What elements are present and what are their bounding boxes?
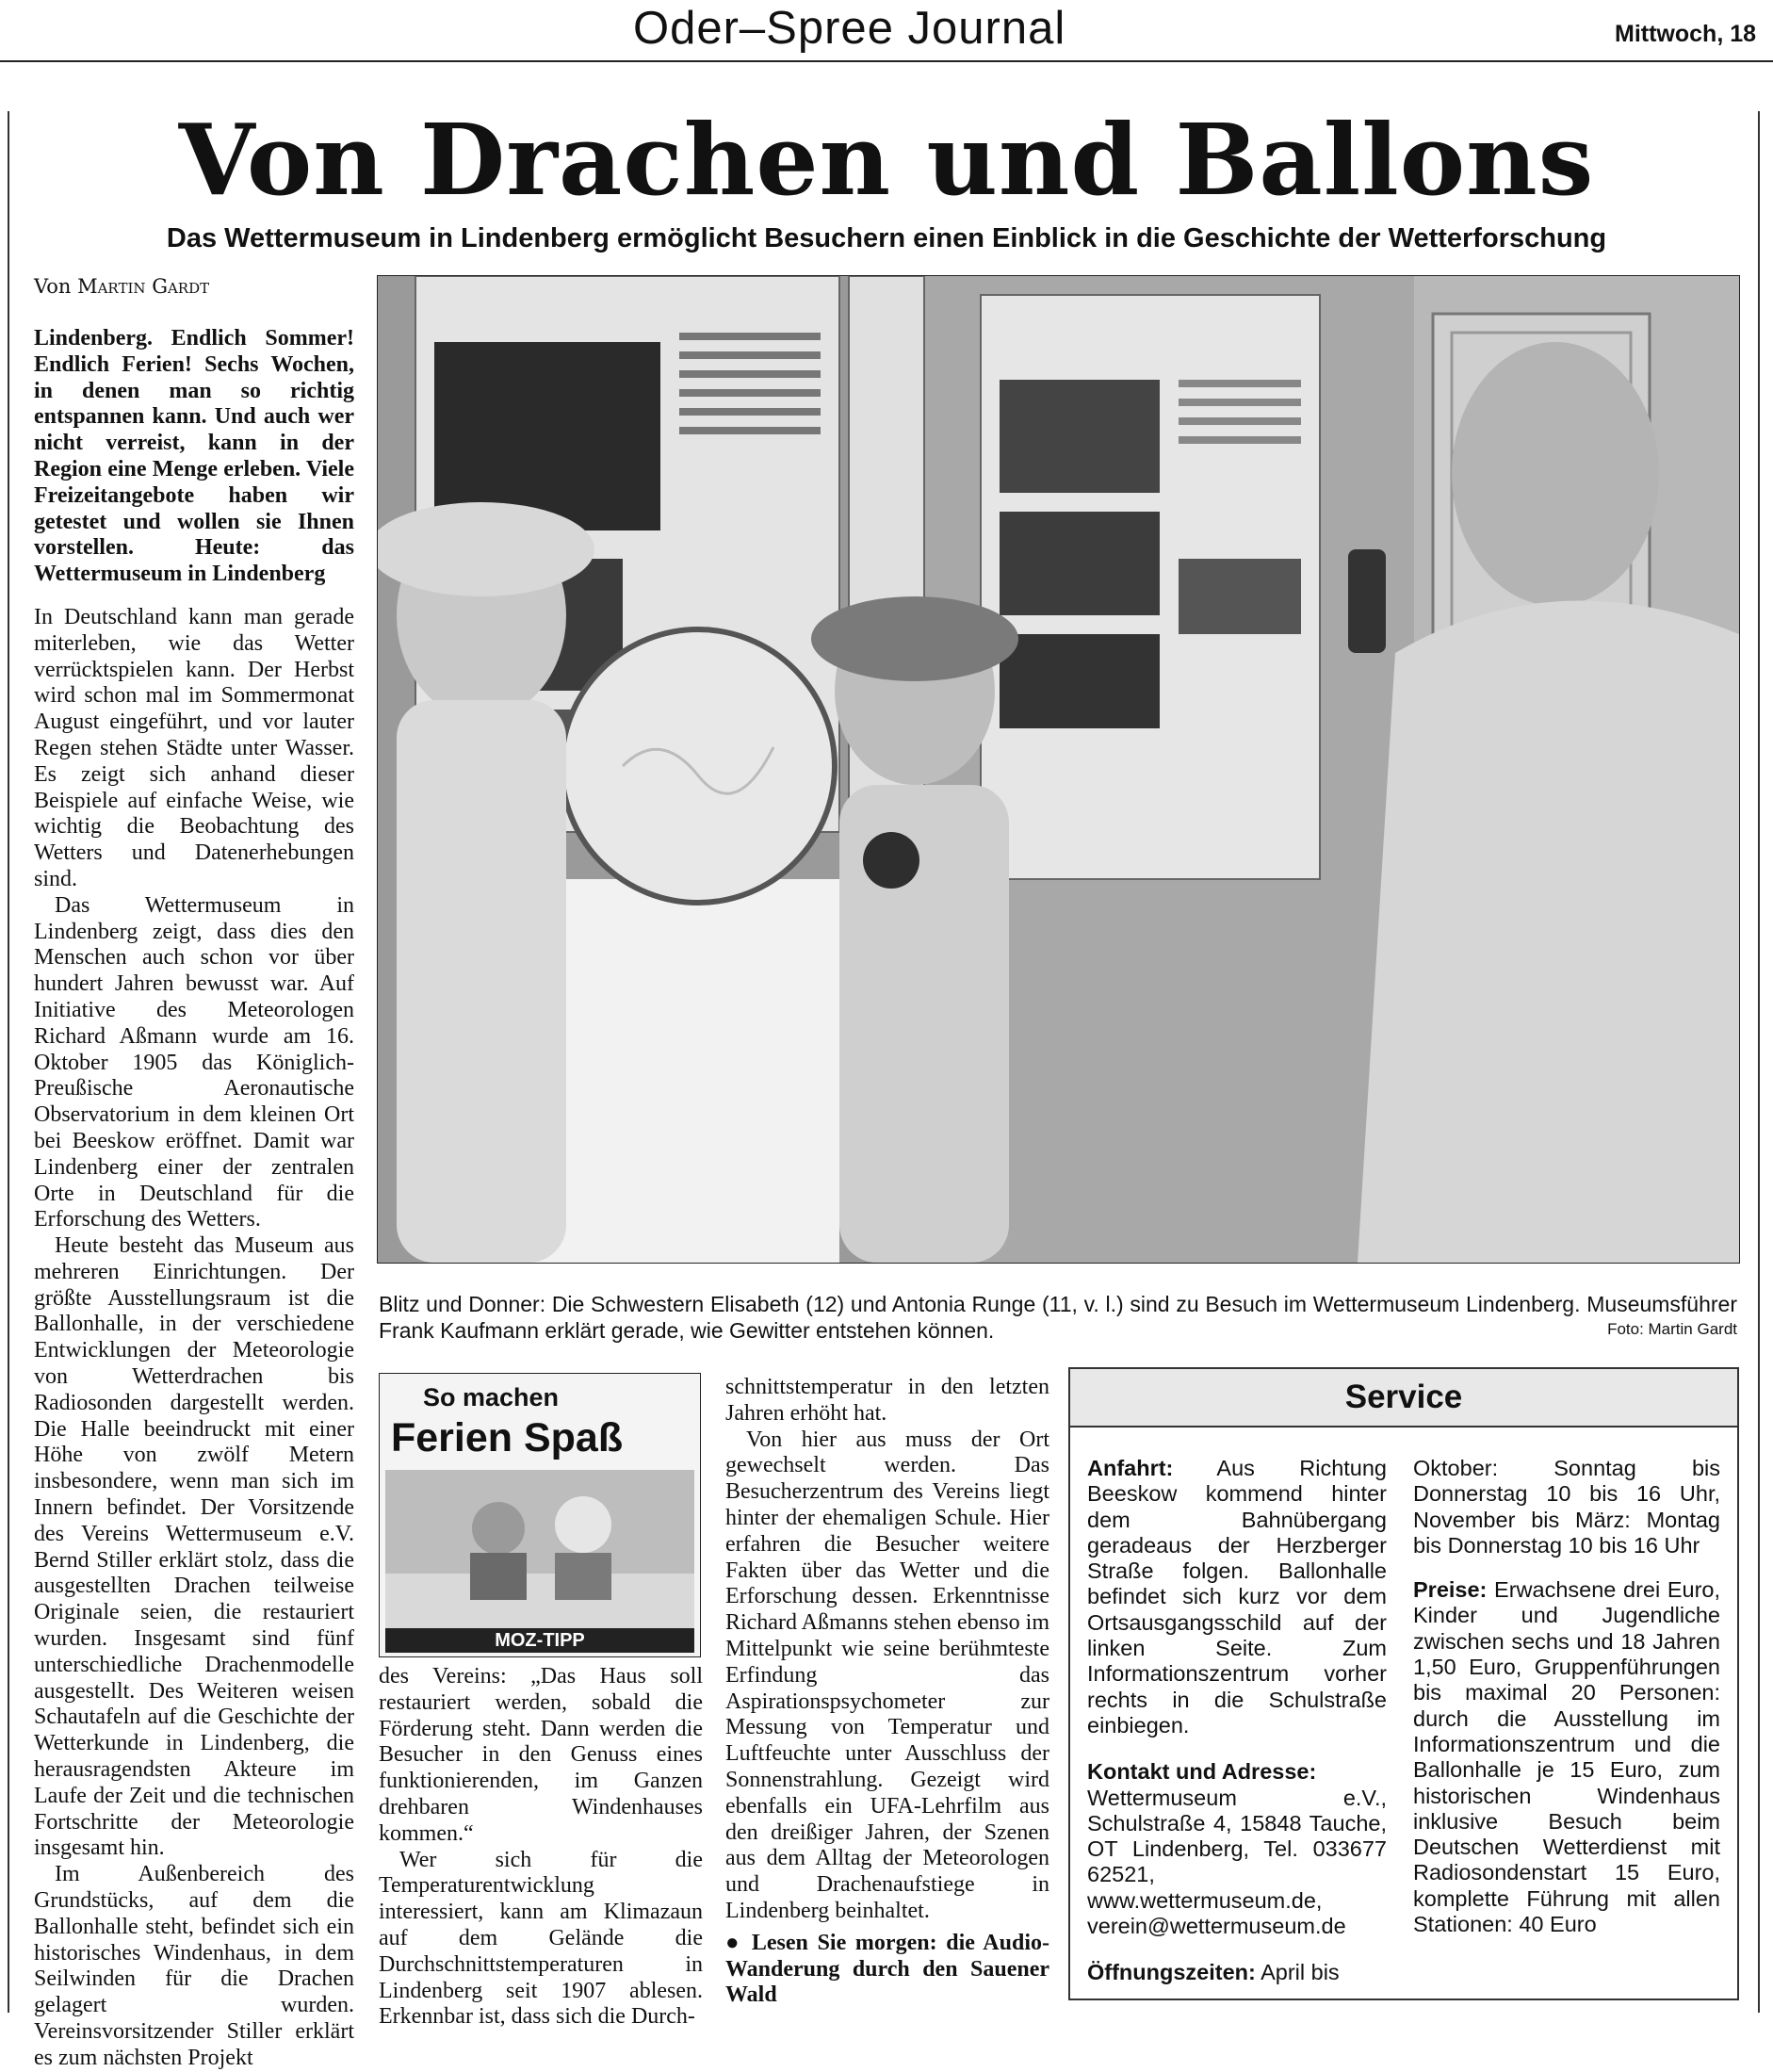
article-column-mid1 [379, 1664, 703, 2031]
kontakt-text: Wettermuseum e.V., Schulstraße 4, 15848 Tauche, OT Lindenberg, Tel. 033677 62521, www.wettermuseum.de, verein@wettermuseum.de [1087, 1785, 1387, 1939]
article-byline [34, 275, 209, 298]
article-column-mid2 [725, 1375, 1049, 2009]
article-paragraph: schnittstemperatur in den letzten Jahren erhöht hat. [725, 1375, 1049, 1426]
article-headline: Von Drachen und Ballons [178, 102, 1595, 218]
service-title: Service [1070, 1369, 1737, 1428]
tip-line1: So machen [423, 1383, 560, 1411]
moz-tip-label: MOZ-TIPP [385, 1628, 694, 1653]
service-column-left [1087, 1456, 1387, 1986]
beach-children-illustration [385, 1470, 694, 1628]
article-paragraph: Wer sich für die Temperaturentwicklung interessiert, kann am Klimazaun auf dem Gelände die Durchschnittstemperaturen in Lindenberg seit 1907 ablesen. Erkennbar ist, dass sich die Durch- [379, 1847, 703, 2030]
article-paragraph: Heute besteht das Museum aus mehreren Einrichtungen. Der größte Ausstellungsraum ist die Ballonhalle, in der verschiedene Entwicklungen der Meteorologie von Wetterdrachen bis Radiosonden dargestellt werden. Die Halle beeindruckt mit einer Höhe von zwölf Metern insbesondere, wenn man sich im Innern befindet. Der Vorsitzende des Vereins Wettermuseum e.V. Bernd Stiller erklärt stolz, dass die ausgestellten Drachen teilweise Originale seien, die restauriert wurden. Insgesamt sind fünf unterschiedliche Drachenmodelle ausgestellt. Des Weiteren weisen Schautafeln auf die Geschichte der Wetterkunde in Lindenberg, die herausragendsten Akteure im Laufe der Zeit und die technischen Fortschritte der Meteorologie insgesamt hin. [34, 1233, 354, 1861]
photo-caption: Blitz und Donner: Die Schwestern Elisabeth (12) und Antonia Runge (11, v. l.) sind zu Besuch im Wettermuseum Lindenberg. Museumsführer Frank Kaufmann erklärt gerade, wie Gewitter entstehen können. [379, 1292, 1737, 1343]
photo-credit: Foto: Martin Gardt [1607, 1320, 1737, 1338]
tip-line2: Ferien Spaß [391, 1415, 624, 1460]
left-column-rule [8, 111, 9, 2013]
tomorrow-teaser: ● Lesen Sie morgen: die Audio-Wanderung durch den Sauener Wald [725, 1930, 1049, 2008]
service-oeffnung [1087, 1960, 1387, 1985]
article-paragraph: des Vereins: „Das Haus soll restauriert werden, sobald die Förderung steht. Dann werden die Besucher in den Genuss eines funktionierenden, im Ganzen drehbaren Windenhauses kommen.“ [379, 1664, 703, 1846]
kontakt-label: Kontakt und Adresse: [1087, 1759, 1317, 1785]
article-photo [377, 275, 1740, 1264]
right-column-rule [1758, 111, 1760, 2013]
article-paragraph: Von hier aus muss der Ort gewechselt werden. Das Besucherzentrum des Vereins liegt hinter der ehemaligen Schule. Hier erfahren die Besucher weitere Fakten über das Wetter und die Erforschung dessen. Erkenntnisse Richard Aßmanns stehen ebenso im Mittelpunkt wie seine berühmteste Erfindung das Aspirationspsychometer zur Messung von Temperatur und Luftfeuchte unter Ausschluss der Sonnenstrahlung. Gezeigt wird ebenfalls ein UFA-Lehrfilm aus den dreißiger Jahren, der Szenen aus dem Alltag der Meteorologen und Drachenaufstiege in Lindenberg beinhaltet. [725, 1427, 1049, 1923]
newspaper-name: Oder–Spree Journal [633, 3, 1066, 54]
article-paragraph: Das Wettermuseum in Lindenberg zeigt, dass dies den Menschen auch schon vor über hundert Jahren bewusst war. Auf Initiative des Meteorologen Richard Aßmann wurde am 16. Oktober 1905 das Königlich-Preußische Aeronautische Observatorium in dem kleinen Ort bei Beeskow eröffnet. Damit war Lindenberg einer der zentralen Orte in Deutschland für die Erforschung des Wetters. [34, 892, 354, 1232]
service-box [1068, 1367, 1739, 2000]
article-paragraph: In Deutschland kann man gerade miterleben, wie das Wetter verrücktspielen kann. Der Herbst wird schon mal im Sommermonat August eingeführt, und vor lauter Regen stehen Städte unter Wasser. Es zeigt sich anhand dieser Beispiele auf einfache Weise, wie wichtig die Beobachtung des Wetters und Datenerhebungen sind. [34, 604, 354, 891]
oeffnung-continued: Oktober: Sonntag bis Donnerstag 10 bis 16 Uhr, November bis März: Montag bis Donnerstag 10 bis 16 Uhr [1413, 1456, 1720, 1558]
article-subheadline: Das Wettermuseum in Lindenberg ermöglicht Besuchern einen Einblick in die Geschichte der Wetterforschung [166, 223, 1607, 253]
masthead [0, 0, 1773, 62]
anfahrt-label: Anfahrt: [1087, 1456, 1174, 1480]
oeffnung-label: Öffnungszeiten: [1087, 1960, 1256, 1985]
article-column-left [34, 326, 354, 2072]
service-column-right [1413, 1456, 1720, 1937]
anfahrt-text: Aus Richtung Beeskow kommend hinter dem Bahnübergang geradeaus der Herzberger Straße folgen. Ballonhalle befindet sich kurz vor dem Ortsausgangsschild auf der linken Seite. Zum Informationszentrum vorher rechts in die Schulstraße einbiegen. [1087, 1456, 1387, 1738]
article-paragraph: Im Außenbereich des Grundstücks, auf dem die Ballonhalle steht, befindet sich ein historisches Windenhaus, in dem Seilwinden für die Drachen gelagert wurden. Vereinsvorsitzender Stiller erklärt es zum nächsten Projekt [34, 1862, 354, 2070]
service-preise [1413, 1577, 1720, 1937]
preise-text: Erwachsene drei Euro, Kinder und Jugendliche zwischen sechs und 18 Jahren 1,50 Euro, Gruppenführungen bis maximal 20 Personen: durch die Ausstellung im Informationszentrum und die Ballonhalle je 15 Euro, zum historischen Windenhaus inklusive Besuch beim Deutschen Wetterdienst mit Radiosondenstart 15 Euro, komplette Führung mit allen Stationen: 40 Euro [1413, 1577, 1721, 1937]
preise-label: Preise: [1413, 1577, 1488, 1603]
issue-date: Mittwoch, 18 [1615, 21, 1757, 47]
moz-tip-box [379, 1373, 701, 1657]
museum-photo-illustration [378, 276, 1739, 1263]
byline-author: Martin Gardt [77, 275, 210, 298]
byline-prefix: Von [34, 275, 72, 298]
oeffnung-text: April bis [1261, 1960, 1340, 1985]
article-lead: Lindenberg. Endlich Sommer! Endlich Ferien! Sechs Wochen, in denen man so richtig entspannen kann. Und auch wer nicht verreist, kann in der Region eine Menge erleben. Viele Freizeitangebote haben wir getestet und wollen sie Ihnen vorstellen. Heute: das Wettermuseum in Lindenberg [34, 326, 354, 587]
service-anfahrt [1087, 1456, 1387, 1738]
